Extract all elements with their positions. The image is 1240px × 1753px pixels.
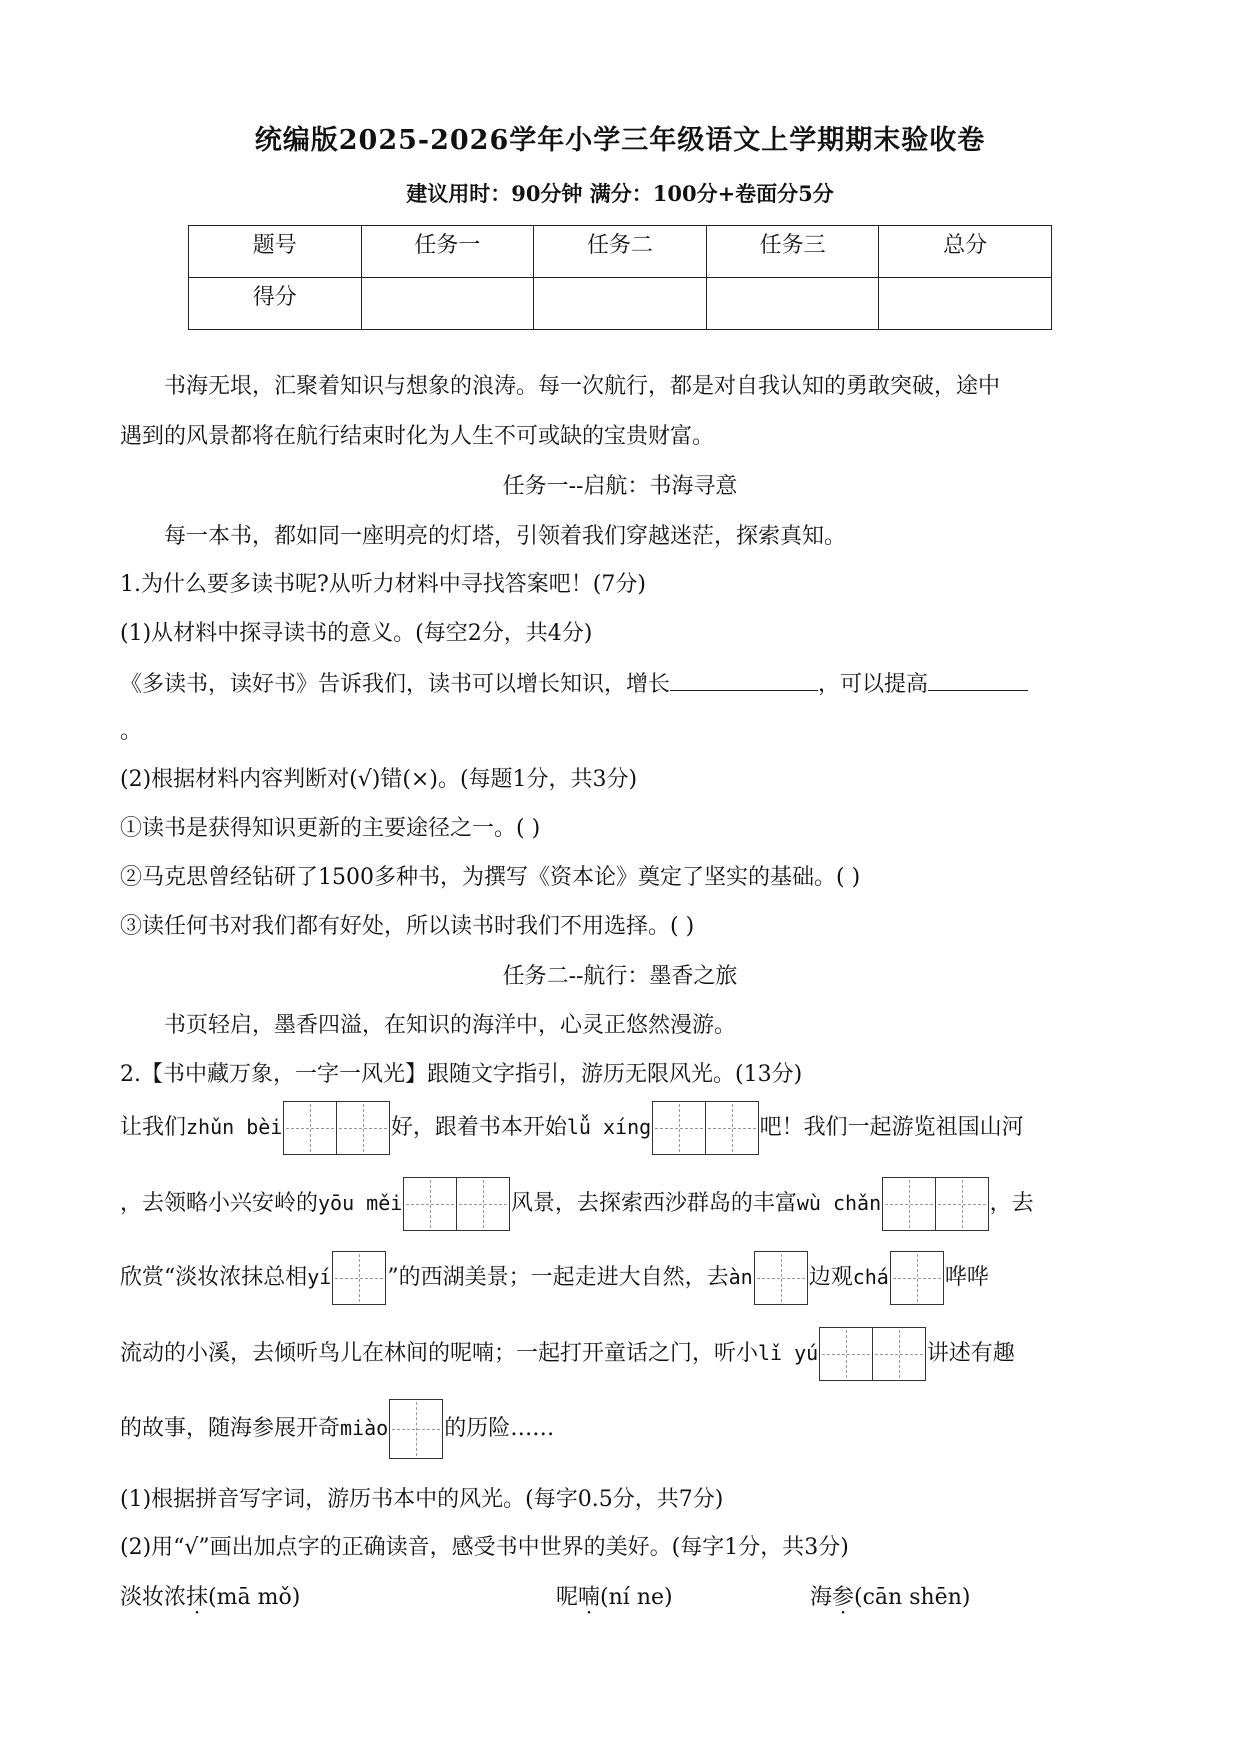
writing-cell[interactable]: [882, 1177, 936, 1231]
judge-item-2[interactable]: ②马克思曾经钻研了1500多种书，为撰写《资本论》奠定了坚实的基础。( ): [120, 865, 861, 890]
writing-cell[interactable]: [890, 1251, 944, 1305]
question-1-2: (2)根据材料内容判断对(√)错(×)。(每题1分，共3分): [120, 767, 638, 792]
score-header-cell: 任务二: [534, 226, 707, 278]
fill-text-b: ，可以提高: [818, 672, 929, 697]
word-text: 淡妆浓: [120, 1585, 187, 1610]
pinyin-options[interactable]: (ní ne): [600, 1585, 673, 1610]
score-cell-task3[interactable]: [706, 278, 879, 330]
passage-text: 风景，去探索西沙群岛的丰富: [510, 1191, 797, 1216]
score-header-cell: 总分: [879, 226, 1052, 278]
pinyin-prompt: zhǔn bèi: [186, 1115, 283, 1139]
judge-item-1[interactable]: ①读书是获得知识更新的主要途径之一。( ): [120, 816, 541, 841]
pinyin-prompt: lǚ xíng: [566, 1115, 652, 1139]
word-text: 呢: [556, 1585, 579, 1610]
answer-boxes-liyu[interactable]: [819, 1327, 926, 1381]
passage-text: 吧！我们一起游览祖国山河: [759, 1115, 1024, 1140]
fill-blank-line: [120, 668, 1120, 701]
question-2-2: (2)用“√”画出加点字的正确读音，感受书中世界的美好。(每字1分，共3分): [120, 1535, 849, 1560]
score-cell-task2[interactable]: [534, 278, 707, 330]
answer-boxes-zhunbei[interactable]: [283, 1101, 390, 1155]
pinyin-prompt: yōu měi: [318, 1191, 403, 1215]
intro-line-1: 书海无垠，汇聚着知识与想象的浪涛。每一次航行，都是对自我认知的勇敢突破，途中: [164, 374, 1001, 399]
pinyin-prompt: yí: [307, 1265, 332, 1289]
pinyin-paragraph-line-2: [120, 1175, 1120, 1232]
answer-boxes-wuchan[interactable]: [882, 1177, 989, 1231]
pinyin-prompt: miào: [340, 1416, 389, 1440]
fill-end: 。: [120, 719, 143, 744]
writing-cell[interactable]: [872, 1327, 926, 1381]
pronunciation-item-2[interactable]: [556, 1582, 673, 1614]
answer-blank-2[interactable]: [928, 668, 1028, 691]
passage-text: 边观: [808, 1265, 853, 1290]
word-text: 海: [810, 1585, 833, 1610]
answer-boxes-youmei[interactable]: [403, 1177, 510, 1231]
score-table-score-row: [189, 278, 1052, 330]
score-header-cell: 任务一: [361, 226, 534, 278]
passage-text: ，去: [989, 1191, 1034, 1216]
passage-text: 的历险……: [444, 1416, 555, 1441]
answer-box-miao[interactable]: [389, 1399, 443, 1459]
answer-box-an[interactable]: [754, 1251, 808, 1305]
pinyin-prompt: wù chǎn: [796, 1191, 882, 1215]
question-1: 1.为什么要多读书呢?从听力材料中寻找答案吧！(7分): [120, 572, 646, 597]
passage-text: 好，跟着书本开始: [390, 1115, 567, 1140]
writing-cell[interactable]: [332, 1251, 386, 1305]
score-header-cell: 题号: [189, 226, 362, 278]
passage-text: 让我们: [120, 1115, 187, 1140]
answer-box-cha[interactable]: [890, 1251, 944, 1305]
writing-cell[interactable]: [652, 1101, 706, 1155]
score-cell-task1[interactable]: [361, 278, 534, 330]
passage-text: 哗哗: [944, 1265, 989, 1290]
passage-text: 欣赏“淡妆浓抹总相: [120, 1265, 308, 1290]
passage-text: 的故事，随海参展开奇: [120, 1416, 341, 1441]
pronunciation-item-1[interactable]: [120, 1582, 300, 1614]
intro-line-2: 遇到的风景都将在航行结束时化为人生不可或缺的宝贵财富。: [120, 424, 715, 449]
answer-blank-1[interactable]: [670, 668, 818, 691]
writing-cell[interactable]: [336, 1101, 390, 1155]
writing-cell[interactable]: [819, 1327, 873, 1381]
pinyin-options[interactable]: (cān shēn): [854, 1585, 971, 1610]
pinyin-paragraph-line-3: [120, 1249, 1120, 1306]
pinyin-paragraph-line-1: [120, 1099, 1120, 1156]
question-2-1: (1)根据拼音写字词，游历书本中的风光。(每字0.5分，共7分): [120, 1487, 724, 1512]
passage-text: 流动的小溪，去倾听鸟儿在林间的呢喃；一起打开童话之门，听小: [120, 1341, 759, 1366]
pinyin-prompt: lǐ yú: [758, 1341, 819, 1365]
writing-cell[interactable]: [283, 1101, 337, 1155]
exam-info: 建议用时：90分钟 满分：100分+卷面分5分: [406, 181, 834, 206]
task1-heading: 任务一--启航：书海寻意: [502, 474, 738, 499]
score-table-header-row: [189, 226, 1052, 278]
pinyin-prompt: chá: [852, 1265, 889, 1289]
task1-intro: 每一本书，都如同一座明亮的灯塔，引领着我们穿越迷茫，探索真知。: [164, 524, 847, 549]
passage-text: ，去领略小兴安岭的: [120, 1191, 319, 1216]
writing-cell[interactable]: [389, 1399, 443, 1459]
answer-boxes-lvxing[interactable]: [652, 1101, 759, 1155]
score-row-label: 得分: [189, 278, 362, 330]
page-title: 统编版2025-2026学年小学三年级语文上学期期末验收卷: [254, 125, 986, 156]
dotted-char: 喃: [578, 1585, 601, 1610]
task2-heading: 任务二--航行：墨香之旅: [502, 964, 738, 989]
score-cell-total[interactable]: [879, 278, 1052, 330]
question-1-1: (1)从材料中探寻读书的意义。(每空2分，共4分): [120, 621, 593, 646]
writing-cell[interactable]: [705, 1101, 759, 1155]
pronunciation-item-3[interactable]: [810, 1582, 970, 1614]
writing-cell[interactable]: [403, 1177, 457, 1231]
fill-text-a: 《多读书，读好书》告诉我们，读书可以增长知识，增长: [120, 672, 671, 697]
answer-box-yi[interactable]: [332, 1251, 386, 1305]
pinyin-paragraph-line-4: [120, 1325, 1120, 1382]
score-header-cell: 任务三: [706, 226, 879, 278]
pinyin-prompt: àn: [728, 1265, 753, 1289]
writing-cell[interactable]: [754, 1251, 808, 1305]
score-table: [188, 225, 1052, 330]
task2-intro: 书页轻启，墨香四溢，在知识的海洋中，心灵正悠然漫游。: [164, 1013, 737, 1038]
dotted-char: 抹: [186, 1585, 209, 1610]
passage-text: ”的西湖美景；一起走进大自然，去: [387, 1265, 729, 1290]
pinyin-paragraph-line-5: [120, 1398, 1120, 1459]
question-2: 2.【书中藏万象，一字一风光】跟随文字指引，游历无限风光。(13分): [120, 1062, 803, 1087]
pinyin-options[interactable]: (mā mǒ): [208, 1585, 301, 1610]
judge-item-3[interactable]: ③读任何书对我们都有好处，所以读书时我们不用选择。( ): [120, 914, 695, 939]
dotted-char: 参: [832, 1585, 855, 1610]
writing-cell[interactable]: [456, 1177, 510, 1231]
writing-cell[interactable]: [935, 1177, 989, 1231]
passage-text: 讲述有趣: [926, 1341, 1015, 1366]
